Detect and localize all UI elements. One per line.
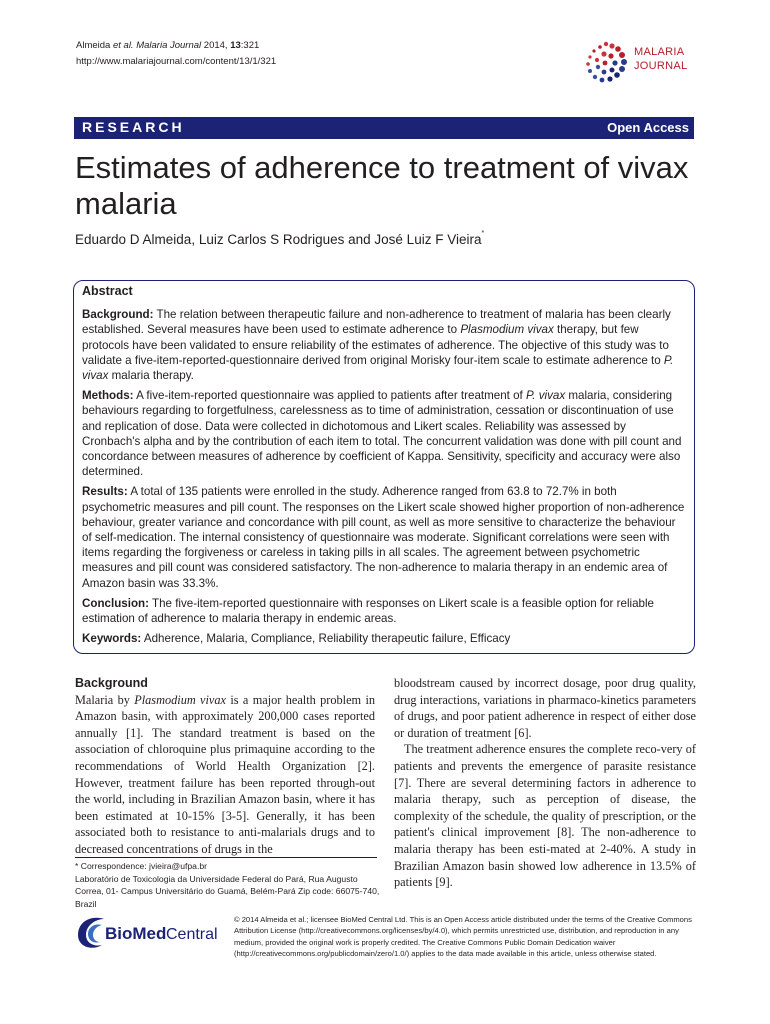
body-column-right	[394, 675, 696, 891]
citation-line: Almeida et al. Malaria Journal 2014, 13:321	[76, 40, 260, 51]
abstract-background: Background: The relation between therapeutic failure and non-adherence to treatment of malaria has been clearly established. Several measures have been used to estimate adherence to Plasmodium vivax therapy, but few protocols have been validated to ensure reliability of the estimates of adherence. The objective of this study was to validate a five-item-reported-questionnaire derived from original Morisky four-item scale to estimate adherence to P. vivax malaria therapy.	[82, 308, 674, 383]
abstract	[82, 284, 686, 651]
abstract-results: Results: A total of 135 patients were enrolled in the study. Adherence ranged from 63.8 to 72.7% in both psychometric measures and pill count. The responses on the Likert scale showed higher proportion of non-adherence behaviour, greater variance and concordance with pill count, as well as more sensitive to characterize the behaviour of self-medication. The internal consistency of questionnaire was moderate. Significant correlations were seen with items regarding the forgiveness or careless in taking pills in all scales. The agreement between psychometric measures and pill count was considered satisfactory. The non-adherence to malaria therapy in an endemic area of Amazon basin was 33.3%.	[82, 485, 685, 590]
mosquito-dots-icon	[586, 42, 627, 83]
article-url[interactable]: http://www.malariajournal.com/content/13/1/321	[76, 56, 277, 67]
open-access-label: Open Access	[607, 120, 689, 135]
biomed-logo-word: BioMed	[105, 924, 167, 943]
body-column-left	[75, 675, 375, 858]
section-label: RESEARCH	[82, 119, 185, 135]
biomed-central-swoosh-icon	[78, 918, 104, 948]
biomed-central-logo	[74, 911, 224, 949]
corresponding-author-mark: *	[481, 230, 485, 237]
affiliation: Laboratório de Toxicologia da Universidade Federal do Pará, Rua Augusto Correa, 01- Campus Universitário do Guamá, Belém-Pará Zip code: 66075-740, Brazil	[75, 873, 380, 909]
footnote-divider	[75, 857, 377, 858]
abstract-conclusion: Conclusion: The five-item-reported questionnaire with responses on Likert scale is a feasible option for reliable estimation of adherence to malaria therapy in endemic areas.	[82, 596, 655, 626]
body-paragraph: Malaria by Plasmodium vivax is a major health problem in Amazon basin, with approximately 200,000 cases reported annually [1]. The standard treatment is based on the association of chloroquine plus primaquine according to the recommendations of World Health Organization [2]. However, treatment failure has been reported through-out the world, including in Brazilian Amazon basin, where it has been estimated at 10-15% [3-5]. Generally, it has been associated both to resistance to anti-malarials drugs and to decreased concentrations of drugs in the	[75, 692, 376, 856]
correspondence: * Correspondence: jvieira@ufpa.br	[75, 861, 207, 871]
abstract-heading: Abstract	[82, 284, 133, 298]
article-type-banner	[74, 117, 694, 139]
citation-header	[76, 38, 276, 70]
license-statement: © 2014 Almeida et al.; licensee BioMed Central Ltd. This is an Open Access article distributed under the terms of the Creative Commons Attribution License (http://creativecommons.org/licenses/by/4.0), which permits unrestricted use, distribution, and reproduction in any medium, provided the original work is properly credited. The Creative Commons Public Domain Dedication waiver (http://creativecommons.org/publicdomain/zero/1.0/) applies to the data made available in this article, unless otherwise stated.	[234, 915, 692, 958]
footnote	[75, 860, 380, 910]
author-list: Eduardo D Almeida, Luiz Carlos S Rodrigues and José Luiz F Vieira*	[75, 230, 485, 247]
background-heading: Background	[75, 676, 148, 690]
body-paragraph: The treatment adherence ensures the complete reco-very of patients and prevents the emergence of parasite resistance [7]. There are several determining factors in adherence to malaria therapy, such as perception of disease, the complexity of the schedule, the quality of prescription, or the patient's clinical improvement [8]. The non-adherence to malaria therapy has been esti-mated at 2-40%. A study in Brazilian Amazon basin showed low adherence in 13.5% of patients [9].	[394, 742, 696, 890]
article-title: Estimates of adherence to treatment of vivax malaria	[75, 150, 689, 221]
body-paragraph-continued: bloodstream caused by incorrect dosage, poor drug quality, drug interactions, variations in pharmaco-kinetics parameters of drugs, and poor patient adherence in respect of either dose or duration of treatment [6].	[394, 676, 696, 740]
journal-logo-text: MALARIA JOURNAL	[634, 46, 688, 72]
abstract-methods: Methods: A five-item-reported questionnaire was applied to patients after treatment of P. vivax malaria, considering behaviours regarding to forgetfulness, carelessness as to time of administration, cessation or discontinuation of use and replication of dose. Data were collected in dichotomous and Likert scales. Reliability was assessed by Cronbach's alpha and by the contribution of each item to total. The concurrent validation was done with pill count and concordance between measures of adherence by coefficient of Kappa. Sensitivity, specificity and accuracy were also determined.	[82, 389, 682, 479]
central-logo-word: Central	[166, 926, 218, 943]
abstract-keywords: Keywords: Adherence, Malaria, Compliance, Reliability therapeutic failure, Efficacy	[82, 632, 511, 646]
